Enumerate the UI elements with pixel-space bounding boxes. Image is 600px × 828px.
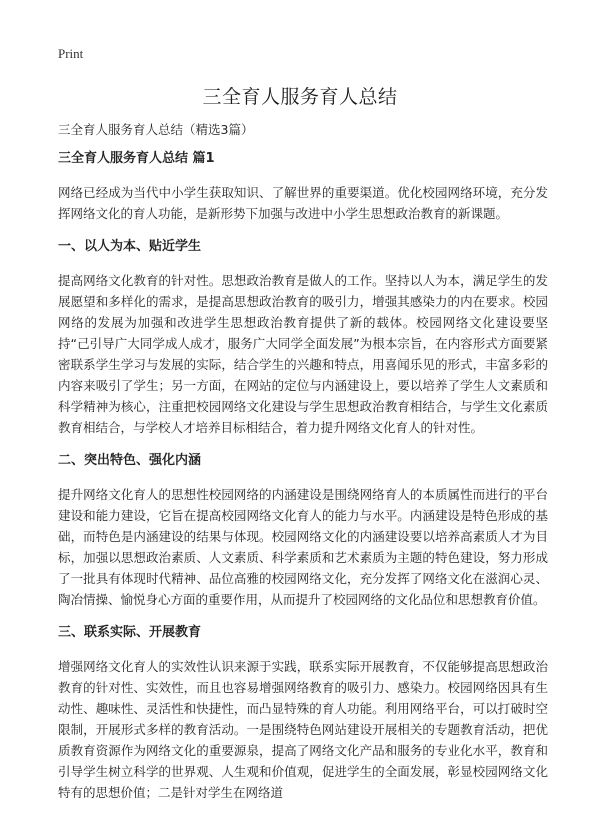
intro-paragraph: 网络已经成为当代中小学生获取知识、了解世界的重要渠道。优化校园网络环境，充分发挥网络文化的育人功能，是新形势下加强与改进中小学生思想政治教育的新课题。 <box>58 185 548 221</box>
document-subtitle: 三全育人服务育人总结（精选3篇） <box>58 122 254 137</box>
section-paragraph-3: 增强网络文化育人的实效性认识来源于实践，联系实际开展教育，不仅能够提高思想政治教育的针对性、实效性，而且也容易增强网络教育的吸引力、感染力。校园网络因具有生动性、趣味性、灵活性和快捷性，而凸显特殊的育人功能。利用网络平台，可以打破时空限制，开展形式多样的教育活动。一是围绕特色网站建设开展相关的专题教育活动，把优质教育资源作为网络文化的重要源泉，提高了网络文化产品和服务的专业化水平，教育和引导学生树立科学的世界观、人生观和价值观，促进学生的全面发展，彰显校园网络文化特有的思想价值；二是针对学生在网络道 <box>58 659 548 800</box>
document-body <box>58 150 548 817</box>
section-title: 三全育人服务育人总结 篇1 <box>58 151 215 166</box>
section-paragraph-2: 提升网络文化育人的思想性校园网络的内涵建设是围绕网络育人的本质属性而进行的平台建设和能力建设，它旨在提高校园网络文化育人的能力与水平。内涵建设是特色形成的基础，而特色是内涵建设的结果与体现。校园网络文化的内涵建设要以培养高素质人才为目标，加强以思想政治素质、人文素质、科学素质和艺术素质为主题的特色建设，努力形成了一批具有体现时代精神、品位高雅的校园网络文化，充分发挥了网络文化在滋润心灵、陶冶情操、愉悦身心方面的重要作用，从而提升了校园网络的文化品位和思想教育价值。 <box>58 487 548 607</box>
section-heading-1: 一、以人为本、贴近学生 <box>58 239 202 254</box>
section-heading-2: 二、突出特色、强化内涵 <box>58 453 202 468</box>
section-paragraph-1: 提高网络文化教育的针对性。思想政治教育是做人的工作。坚持以人为本，满足学生的发展愿望和多样化的需求，是提高思想政治教育的吸引力，增强其感染力的内在要求。校园网络的发展为加强和改进学生思想政治教育提供了新的载体。校园网络文化建设要坚持“己引导广大同学成人成才，服务广大同学全面发展”为根本宗旨，在内容形式方面要紧密联系学生学习与发展的实际，结合学生的兴趣和特点，用喜闻乐见的形式，丰富多彩的内容来吸引了学生；另一方面，在网站的定位与内涵建设上，要以培养了学生人文素质和科学精神为核心，注重把校园网络文化建设与学生思想政治教育相结合，与学生文化素质教育相结合，与学校人才培养目标相结合，着力提升网络文化育人的针对性。 <box>58 273 548 435</box>
section-heading-3: 三、联系实际、开展教育 <box>58 625 202 640</box>
print-label: Print <box>58 46 84 61</box>
document-title: 三全育人服务育人总结 <box>202 86 398 108</box>
